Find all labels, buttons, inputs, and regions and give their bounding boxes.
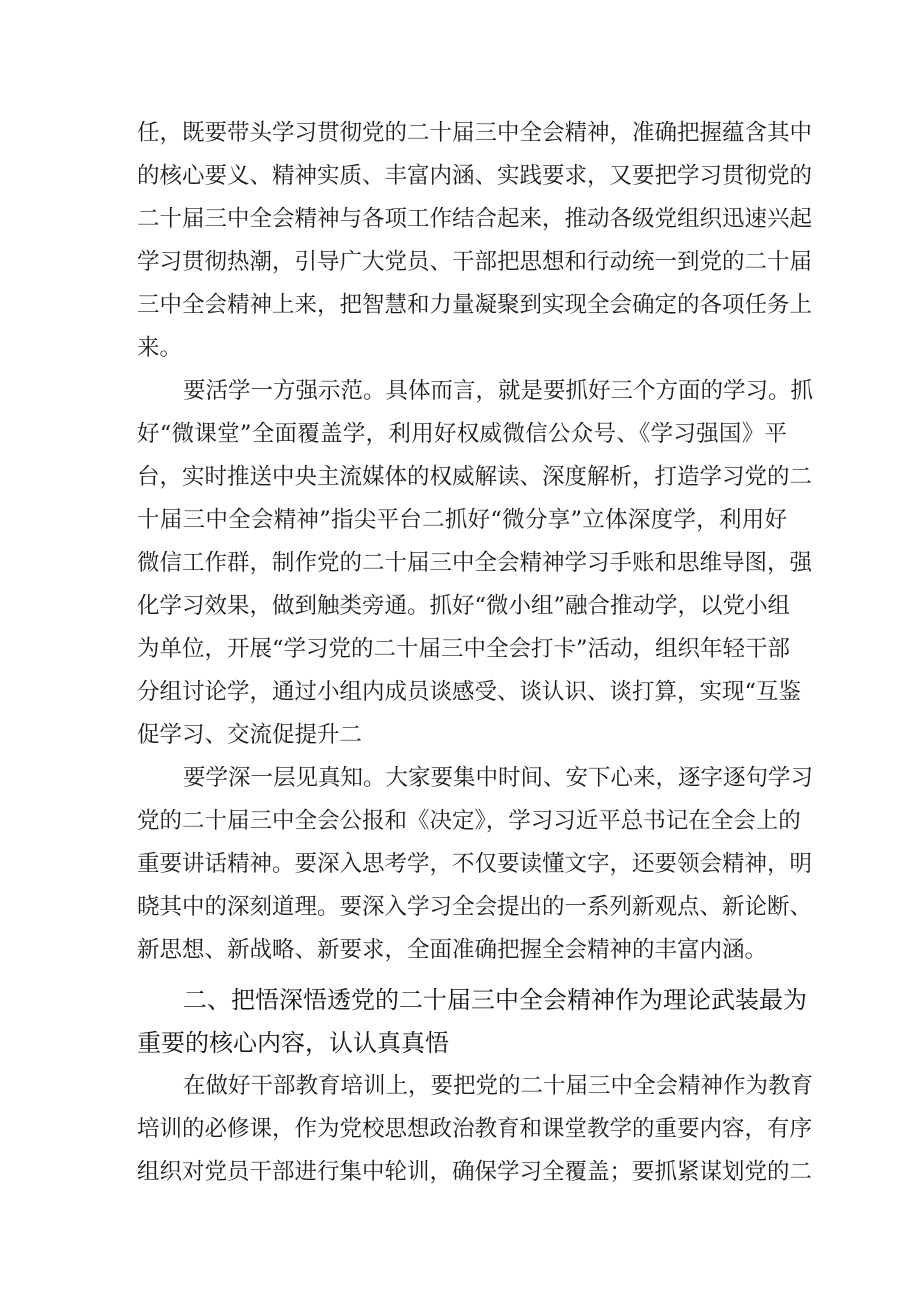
paragraph-line: 培训的必修课，作为党校思想政治教育和课堂教学的重要内容，有序 <box>137 1116 813 1142</box>
paragraph-line: 来。 <box>137 335 183 361</box>
paragraph-line: 的核心要义、精神实质、丰富内涵、实践要求，又要把学习贯彻党的 <box>137 163 813 189</box>
paragraph-first-line: 在做好干部教育培训上，要把党的二十届三中全会精神作为教育 <box>183 1073 814 1099</box>
paragraph-line: 分组讨论学，通过小组内成员谈感受、谈认识、谈打算，实现“互鉴 <box>137 679 802 705</box>
paragraph-line: 微信工作群，制作党的二十届三中全会精神学习手账和思维导图，强 <box>137 550 813 576</box>
paragraph-line: 台，实时推送中央主流媒体的权威解读、深度解析，打造学习党的二 <box>137 464 813 490</box>
paragraph-line: 任，既要带头学习贯彻党的二十届三中全会精神，准确把握蕴含其中 <box>137 120 813 146</box>
section-heading-line: 重要的核心内容，认认真真悟 <box>137 1029 449 1057</box>
paragraph-line: 晓其中的深刻道理。要深入学习全会提出的一系列新观点、新论断、 <box>137 894 813 920</box>
section-heading-line: 二、把悟深悟透党的二十届三中全会精神作为理论武装最为 <box>183 986 807 1014</box>
paragraph-first-line: 要活学一方强示范。具体而言，就是要抓好三个方面的学习。抓 <box>183 378 814 404</box>
paragraph-line: 促学习、交流促提升二 <box>137 722 363 748</box>
paragraph-line: 党的二十届三中全会公报和《决定》，学习习近平总书记在全会上的 <box>137 808 801 834</box>
paragraph-line: 好“微课堂”全面覆盖学，利用好权威微信公众号、《学习强国》平 <box>137 421 787 447</box>
paragraph-line: 重要讲话精神。要深入思考学，不仅要读懂文字，还要领会精神，明 <box>137 851 813 877</box>
paragraph-line: 组织对党员干部进行集中轮训，确保学习全覆盖；要抓紧谋划党的二 <box>137 1159 813 1185</box>
paragraph-line: 三中全会精神上来，把智慧和力量凝聚到实现全会确定的各项任务上 <box>137 292 813 318</box>
paragraph-line: 化学习效果，做到触类旁通。抓好“微小组”融合推动学，以党小组 <box>137 593 791 619</box>
paragraph-line: 二十届三中全会精神与各项工作结合起来，推动各级党组织迅速兴起 <box>137 206 813 232</box>
paragraph-line: 学习贯彻热潮，引导广大党员、干部把思想和行动统一到党的二十届 <box>137 249 813 275</box>
paragraph-line: 新思想、新战略、新要求，全面准确把握全会精神的丰富内涵。 <box>137 937 768 963</box>
paragraph-line: 十届三中全会精神”指尖平台二抓好“微分享”立体深度学，利用好 <box>137 507 787 533</box>
paragraph-first-line: 要学深一层见真知。大家要集中时间、安下心来，逐字逐句学习 <box>183 765 814 791</box>
paragraph-line: 为单位，开展“学习党的二十届三中全会打卡”活动，组织年轻干部 <box>137 636 791 662</box>
